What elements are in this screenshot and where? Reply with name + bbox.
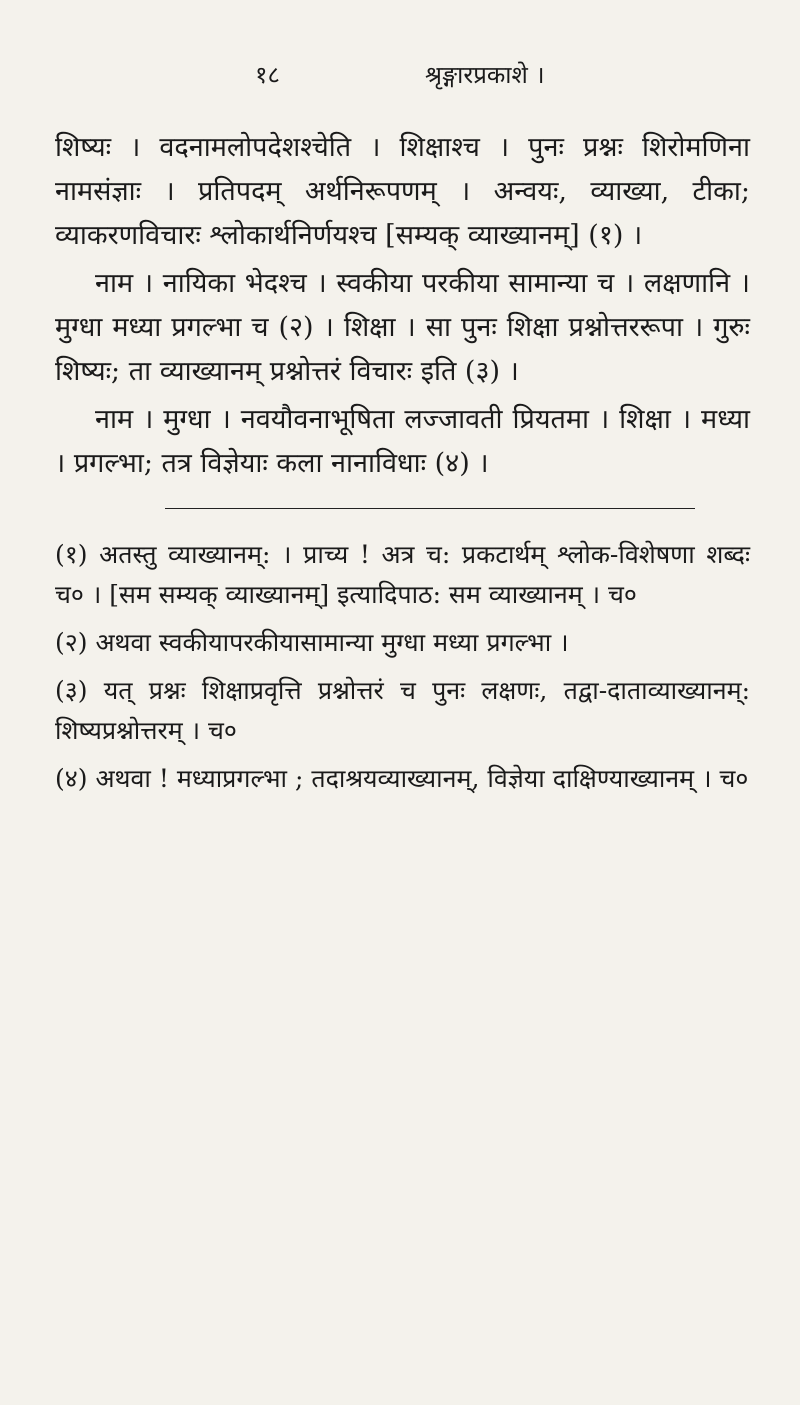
main-text [55,126,750,486]
running-title: श्रृङ्गारप्रकाशे । [425,61,545,89]
footnote: (३) यत् प्रश्नः शिक्षाप्रवृत्ति प्रश्नोत्तरं च पुनः लक्षणः, तद्वा-दाताव्याख्यानम्: शिष्यप्रश्नोत्तरम् । च० [55,676,750,745]
page-number: १८ [255,61,280,89]
footnotes [55,535,750,799]
footnote: (२) अथवा स्वकीयापरकीयासामान्या मुग्धा मध्या प्रगल्भा । [55,628,569,657]
footnote-divider [165,508,695,509]
running-head [55,58,750,106]
paragraph: नाम । नायिका भेदश्च । स्वकीया परकीया सामान्या च । लक्षणानि । मुग्धा मध्या प्रगल्भा च (२) । शिक्षा । सा पुनः शिक्षा प्रश्नोत्तररूपा । गुरुः शिष्यः; ता व्याख्यानम् प्रश्नोत्तरं विचारः इति (३) । [55,268,750,387]
footnote: (४) अथवा ! मध्याप्रगल्भा ; तदाश्रयव्याख्यानम्, विज्ञेया दाक्षिण्याख्यानम् । च० [55,764,749,793]
paragraph: नाम । मुग्धा । नवयौवनाभूषिता लज्जावती प्रियतमा । शिक्षा । मध्या । प्रगल्भा; तत्र विज्ञेयाः कला नानाविधाः (४) । [55,404,750,479]
footnote: (१) अतस्तु व्याख्यानम्: । प्राच्य ! अत्र च: प्रकटार्थम् श्लोक-विशेषणा शब्दः च० । [सम सम्यक् व्याख्यानम्] इत्यादिपाठ: सम व्याख्यानम् । च० [55,540,750,609]
paragraph: शिष्यः । वदनामलोपदेशश्चेति । शिक्षाश्च । पुनः प्रश्नः शिरोमणिना नामसंज्ञाः । प्रतिपदम् अर्थनिरूपणम् । अन्वयः, व्याख्या, टीका; व्याकरणविचारः श्लोकार्थनिर्णयश्च [सम्यक् व्याख्यानम्] (१) । [55,132,750,251]
